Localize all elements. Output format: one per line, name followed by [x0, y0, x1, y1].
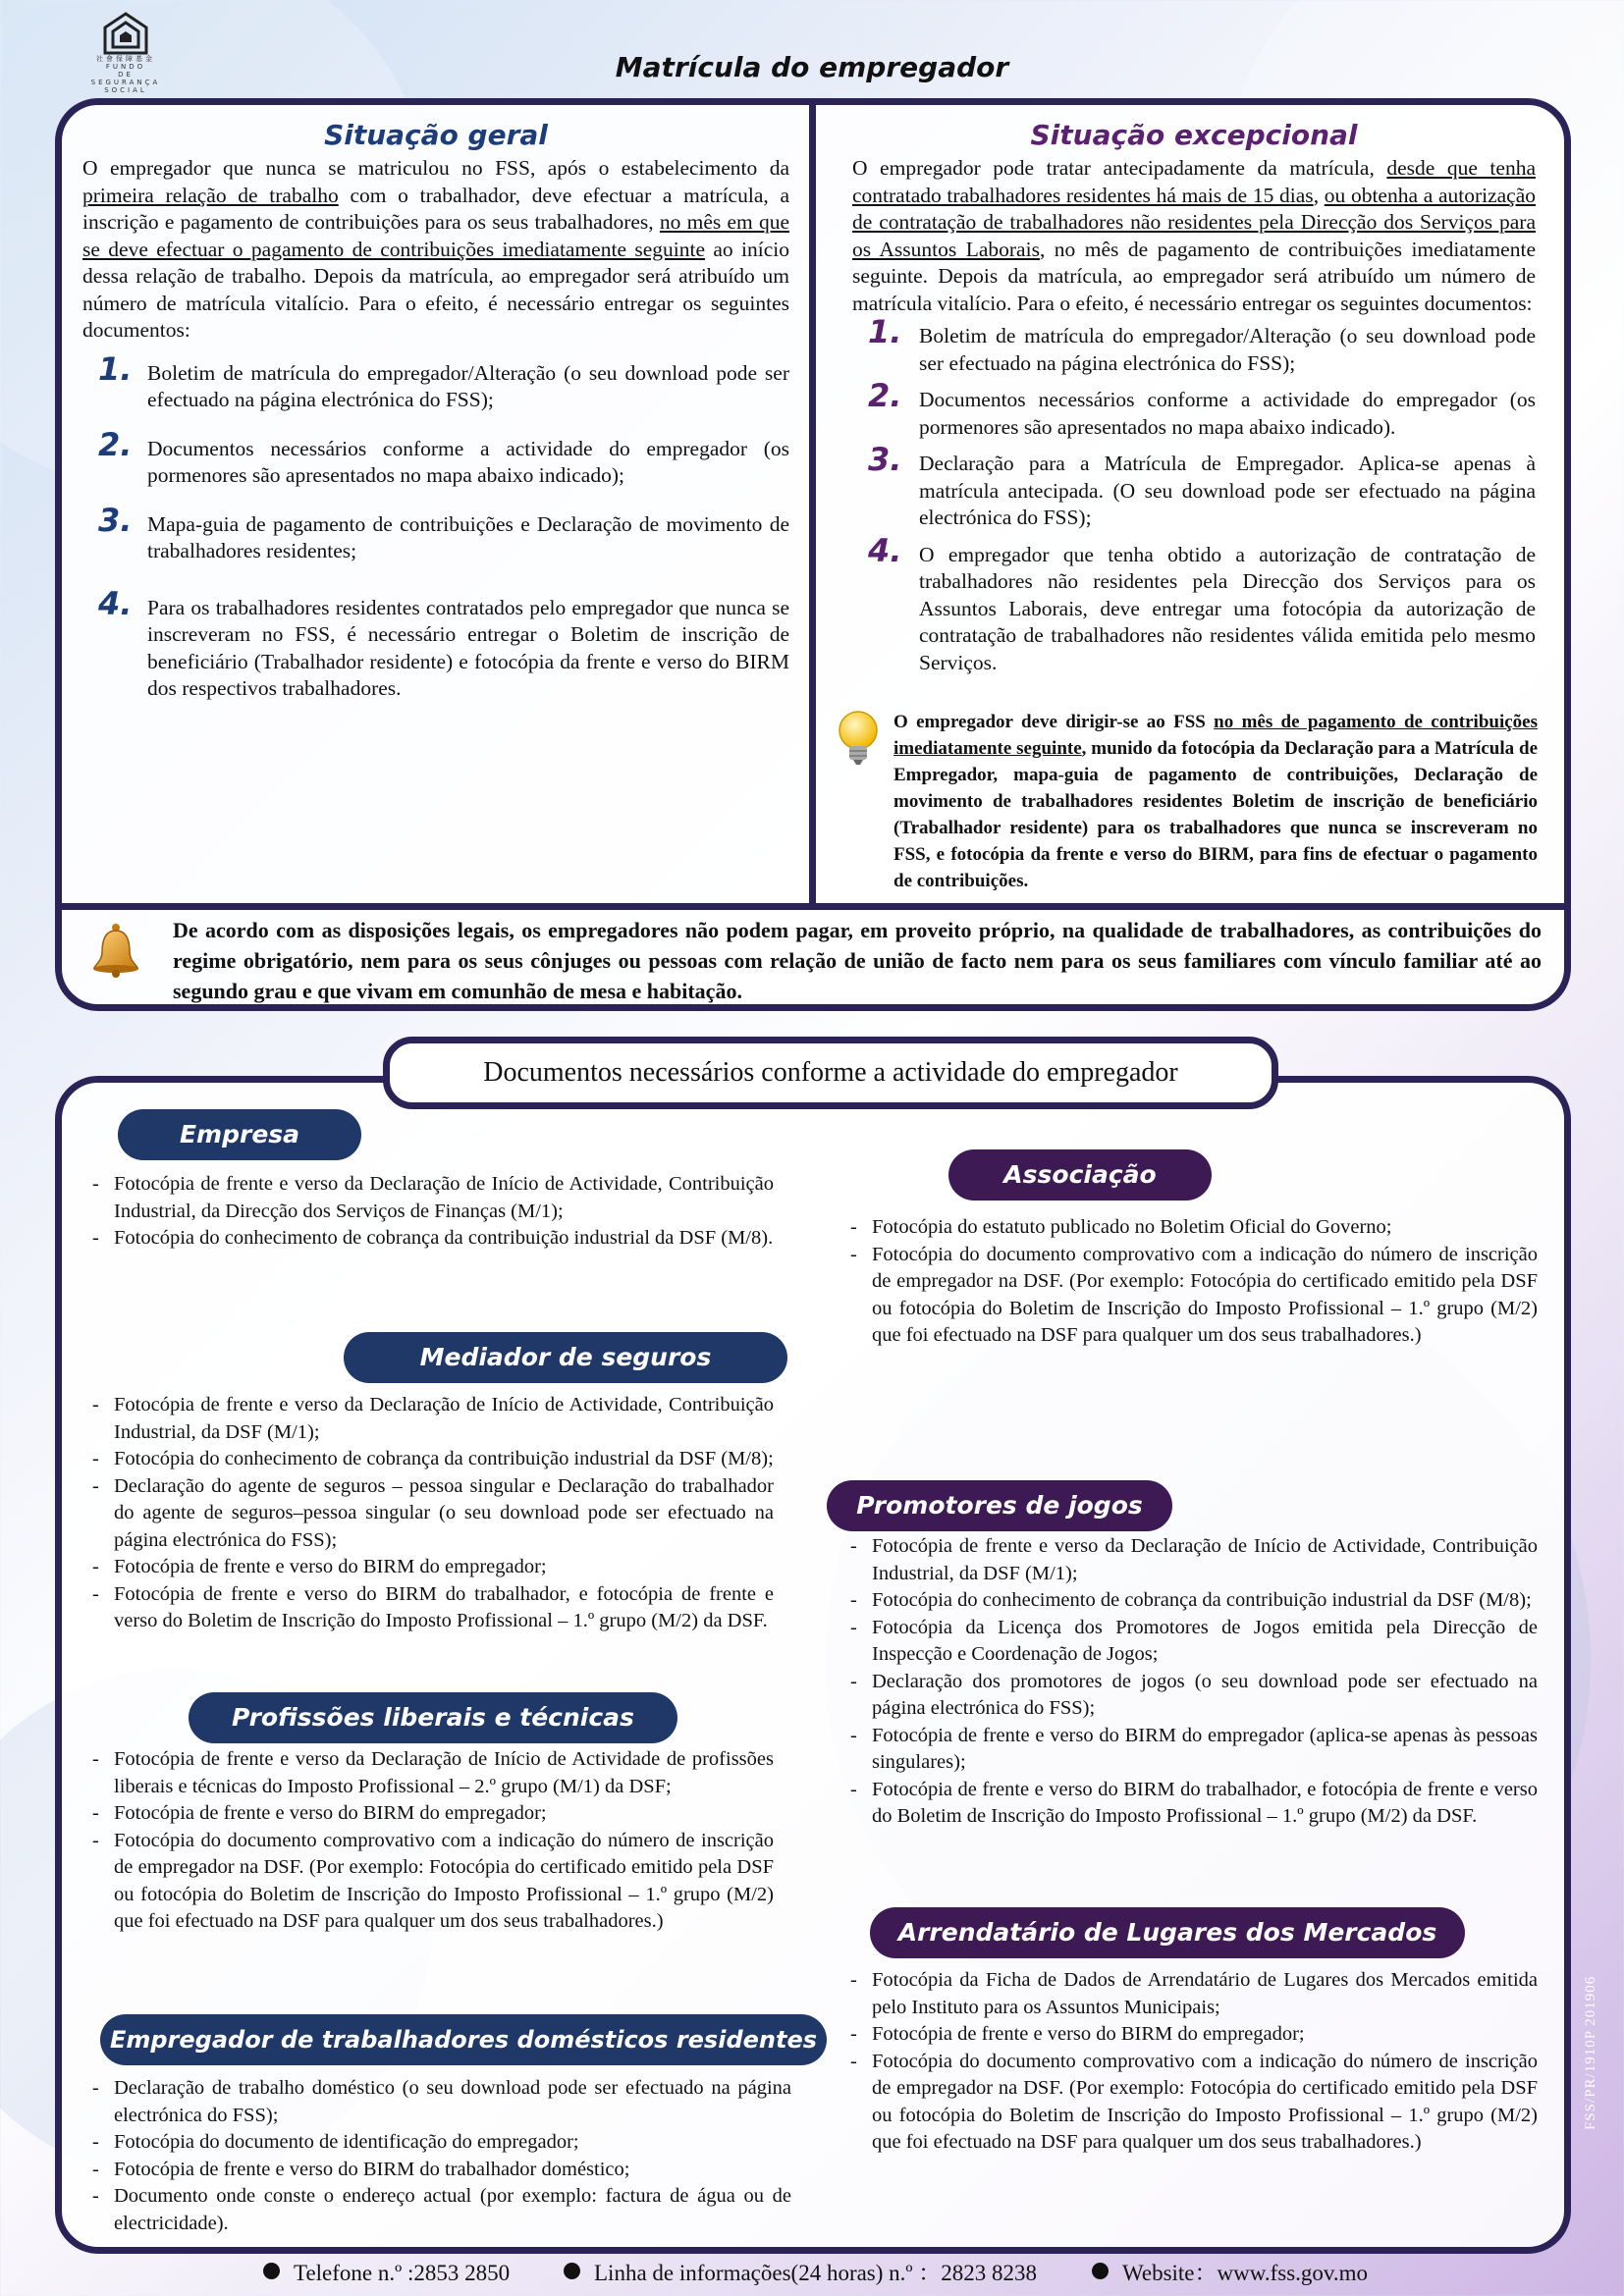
logo-name-pt-2: DE SEGURANÇA [90, 71, 161, 86]
general-intro-underline: no mês em que se deve efectuar o pagamento de contribuições imediatamente seguinte [82, 210, 789, 261]
exceptional-intro-text: , no mês de pagamento de contribuições imediatamente seguinte. Depois da matrícula, ao empregador será atribuído um número de matrícula vitalício. Para o efeito, é necessário entregar os seguintes documentos: [852, 237, 1536, 315]
documents-title: Documentos necessários conforme a actividade do empregador [383, 1037, 1278, 1109]
general-heading: Situação geral [324, 119, 548, 151]
bullet-dot-icon [263, 2263, 280, 2279]
item-number: 3. [98, 501, 133, 539]
list-item: - Fotocópia do documento comprovativo com a indicação do número de inscrição de empregador na DSF. (Por exemplo: Fotocópia do certificado emitido pela DSF ou fotocópia do Boletim de Inscrição do Imposto Profissional – 1.º grupo (M/2) que foi efectuado na DSF para qualquer um dos seus trabalhadores.) [844, 1242, 1538, 1350]
form-code: FSS/PR/1910P 201906 [1583, 1975, 1598, 2130]
legal-notice [90, 915, 1542, 1006]
bullet-dot-icon [564, 2263, 580, 2279]
item-number: 4. [868, 531, 902, 569]
item-number: 1. [98, 349, 133, 388]
general-intro [82, 155, 789, 345]
section-empresa-label: Empresa [118, 1109, 361, 1160]
exceptional-situation [852, 118, 1536, 686]
list-item [852, 441, 1536, 532]
tip-text [893, 709, 1538, 894]
list-item [852, 531, 1536, 677]
list-item: - Fotocópia do documento comprovativo com a indicação do número de inscrição de empregador na DSF. (Por exemplo: Fotocópia do certificado emitido pela DSF ou fotocópia do Boletim de Inscrição do Imposto Profissional – 1.º grupo (M/2) que foi efectuado na DSF para qualquer um dos seus trabalhadores.) [844, 2049, 1538, 2157]
footer-website-text[interactable]: Website：www.fss.gov.mo [1122, 2261, 1369, 2285]
logo-name-pt-3: SOCIAL [104, 86, 147, 94]
item-text: Documentos necessários conforme a actividade do empregador (os pormenores são apresentados no mapa abaixo indicado); [147, 436, 789, 487]
tip-text-part: , munido da fotocópia da Declaração para a Matrícula de Empregador, mapa-guia de pagamento de contribuições, Declaração de movimento de trabalhadores residentes Boletim de inscrição de beneficiário (Trabalhador residente) para os trabalhadores que nunca se inscreveram no FSS, e fotocópia da frente e verso do BIRM, para fins de efectuar o pagamento de contribuições. [893, 738, 1538, 891]
item-text: Documentos necessários conforme a actividade do empregador (os pormenores são apresentados no mapa abaixo indicado). [919, 388, 1536, 439]
section-arrendatario-label: Arrendatário de Lugares dos Mercados [870, 1907, 1465, 1958]
exceptional-intro-underline: desde que tenha contratado trabalhadores residentes há mais de 15 dias [852, 156, 1536, 207]
general-intro-text: O empregador que nunca se matriculou no FSS, após o estabelecimento da [82, 156, 789, 180]
exceptional-intro-text: O empregador pode tratar antecipadamente da matrícula, [852, 156, 1387, 180]
notice-text: De acordo com as disposições legais, os empregadores não podem pagar, em proveito próprio, na qualidade de trabalhadores, as contribuições do regime obrigatório, nem para os seus cônjuges ou pessoas com relação de união de facto nem para os seus familiares com vínculo familiar até ao segundo grau e que vivam em comunhão de mesa e habitação. [173, 918, 1542, 1003]
tip-note [837, 709, 1538, 894]
footer-info-line-text: Linha de informações(24 horas) n.º ：2823 8238 [594, 2261, 1038, 2285]
section-domesticos-list [86, 2075, 791, 2237]
lightbulb-icon [837, 709, 880, 768]
section-domesticos-label: Empregador de trabalhadores domésticos residentes [100, 2014, 827, 2065]
exceptional-intro-underline: ou obtenha a autorização de contratação de trabalhadores não residentes pela Direcção dos Serviços para os Assuntos Laborais [852, 183, 1537, 261]
footer-website[interactable] [1092, 2254, 1368, 2293]
item-text: Boletim de matrícula do empregador/Alteração (o seu download pode ser efectuado na página electrónica do FSS); [919, 324, 1536, 375]
item-number: 4. [98, 584, 133, 622]
list-item: - Fotocópia do documento de identificação do empregador; [86, 2129, 791, 2157]
section-profissoes-label: Profissões liberais e técnicas [189, 1692, 677, 1743]
list-item: - Fotocópia de frente e verso do BIRM do trabalhador, e fotocópia de frente e verso do Boletim de Inscrição do Imposto Profissional – 1.º grupo (M/2) da DSF. [86, 1581, 774, 1635]
list-item [852, 313, 1536, 377]
list-item: - Fotocópia da Licença dos Promotores de Jogos emitida pela Direcção de Inspecção e Coordenação de Jogos; [844, 1615, 1538, 1669]
list-item: - Declaração do agente de seguros – pessoa singular e Declaração do trabalhador do agente de seguros–pessoa singular (o seu download pode ser efectuado na página electrónica do FSS); [86, 1473, 774, 1555]
list-item: - Fotocópia de frente e verso do BIRM do empregador; [844, 2021, 1538, 2049]
list-item [82, 584, 789, 703]
general-intro-underline: primeira relação de trabalho [82, 183, 339, 207]
general-situation [82, 118, 789, 724]
item-number: 2. [98, 425, 133, 463]
list-item: - Declaração de trabalho doméstico (o seu download pode ser efectuado na página electrónica do FSS); [86, 2075, 791, 2129]
section-associacao-list [844, 1214, 1538, 1350]
footer-phone [263, 2254, 510, 2293]
exceptional-intro-text: , [1313, 183, 1325, 207]
logo-name-pt-1: FUNDO [105, 63, 146, 71]
item-text: Mapa-guia de pagamento de contribuições e Declaração de movimento de trabalhadores residentes; [147, 511, 789, 562]
list-item: - Fotocópia do conhecimento de cobrança da contribuição industrial da DSF (M/8); [844, 1587, 1538, 1615]
list-item: - Declaração dos promotores de jogos (o seu download pode ser efectuado na página electrónica do FSS); [844, 1669, 1538, 1723]
section-promotores-label: Promotores de jogos [827, 1480, 1172, 1531]
general-intro-text: ao início dessa relação de trabalho. Depois da matrícula, ao empregador será atribuído um número de matrícula vitalício. Para o efeito, é necessário entregar os seguintes documentos: [82, 237, 789, 342]
list-item: - Fotocópia do conhecimento de cobrança da contribuição industrial da DSF (M/8); [86, 1446, 774, 1473]
tip-text-part: O empregador deve dirigir-se ao FSS [893, 712, 1215, 732]
exceptional-documents-list [852, 313, 1536, 676]
section-mediador-label: Mediador de seguros [344, 1332, 787, 1383]
section-empresa-list [86, 1171, 774, 1253]
list-item [82, 349, 789, 414]
footer-info-line [564, 2254, 1037, 2293]
section-mediador-list [86, 1392, 774, 1635]
list-item: - Documento onde conste o endereço actual (por exemplo: factura de água ou de electricidade). [86, 2183, 791, 2237]
list-item: - Fotocópia de frente e verso da Declaração de Início de Actividade, Contribuição Industrial, da DSF (M/1); [844, 1533, 1538, 1587]
exceptional-intro [852, 155, 1536, 317]
list-item [82, 501, 789, 565]
list-item: - Fotocópia do documento comprovativo com a indicação do número de inscrição de empregador na DSF. (Por exemplo: Fotocópia do certificado emitido pela DSF ou fotocópia do Boletim de Inscrição do Imposto Profissional – 1.º grupo (M/2) que foi efectuado na DSF para qualquer um dos seus trabalhadores.) [86, 1828, 774, 1936]
general-intro-text: com o trabalhador, deve efectuar a matrícula, a inscrição e pagamento de contribuições para os seus trabalhadores, [82, 183, 789, 234]
list-item: - Fotocópia de frente e verso da Declaração de Início de Actividade de profissões liberais e técnicas do Imposto Profissional – 2.º grupo (M/1) da DSF; [86, 1746, 774, 1800]
exceptional-heading: Situação excepcional [1030, 119, 1358, 151]
notice-divider [59, 903, 1567, 910]
item-text: Declaração para a Matrícula de Empregador. Aplica-se apenas à matrícula antecipada. (O seu download pode ser efectuado na página electrónica do FSS); [919, 452, 1536, 529]
list-item: - Fotocópia de frente e verso do BIRM do trabalhador, e fotocópia de frente e verso do Boletim de Inscrição do Imposto Profissional – 1.º grupo (M/2) da DSF. [844, 1777, 1538, 1831]
column-divider [809, 102, 816, 909]
item-number: 1. [868, 313, 902, 350]
section-promotores-list [844, 1533, 1538, 1831]
item-number: 3. [868, 441, 902, 478]
list-item [852, 377, 1536, 441]
bell-icon [90, 923, 141, 978]
list-item: - Fotocópia da Ficha de Dados de Arrendatário de Lugares dos Mercados emitida pelo Instituto para os Assuntos Municipais; [844, 1967, 1538, 2021]
section-arrendatario-list [844, 1967, 1538, 2157]
item-number: 2. [868, 377, 902, 414]
list-item: - Fotocópia do estatuto publicado no Boletim Oficial do Governo; [844, 1214, 1538, 1242]
list-item [82, 425, 789, 490]
list-item: - Fotocópia de frente e verso da Declaração de Início de Actividade, Contribuição Industrial, da DSF (M/1); [86, 1392, 774, 1446]
item-text: O empregador que tenha obtido a autorização de contratação de trabalhadores não residentes pela Direcção dos Serviços para os Assuntos Laborais, deve entregar uma fotocópia da autorização de contratação de trabalhadores não residentes válida emitida pelo mesmo Serviços. [919, 542, 1536, 674]
footer-phone-text: Telefone n.º :2853 2850 [294, 2261, 511, 2285]
general-documents-list [82, 349, 789, 703]
list-item: - Fotocópia de frente e verso do BIRM do empregador; [86, 1554, 774, 1581]
tip-text-underline: no mês de pagamento de contribuições imediatamente seguinte [893, 712, 1538, 759]
list-item: - Fotocópia de frente e verso do BIRM do empregador (aplica-se apenas às pessoas singulares); [844, 1723, 1538, 1777]
list-item: - Fotocópia de frente e verso do BIRM do trabalhador doméstico; [86, 2157, 791, 2184]
list-item: - Fotocópia do conhecimento de cobrança da contribuição industrial da DSF (M/8). [86, 1225, 774, 1253]
list-item: - Fotocópia de frente e verso do BIRM do empregador; [86, 1800, 774, 1828]
item-text: Para os trabalhadores residentes contratados pelo empregador que nunca se inscreveram no FSS, é necessário entregar o Boletim de inscrição de beneficiário (Trabalhador residente) e fotocópia da frente e verso do BIRM dos respectivos trabalhadores. [147, 595, 789, 700]
item-text: Boletim de matrícula do empregador/Alteração (o seu download pode ser efectuado na página electrónica do FSS); [147, 360, 789, 411]
fss-logo-icon [103, 12, 148, 55]
section-associacao-label: Associação [948, 1149, 1212, 1201]
list-item: - Fotocópia de frente e verso da Declaração de Início de Actividade, Contribuição Industrial, da Direcção dos Serviços de Finanças (M/1); [86, 1171, 774, 1225]
section-profissoes-list [86, 1746, 774, 1936]
bullet-dot-icon [1092, 2263, 1109, 2279]
logo-name-cn: 社會保障基金 [96, 55, 155, 63]
page-title: Matrícula do empregador [615, 51, 1009, 83]
